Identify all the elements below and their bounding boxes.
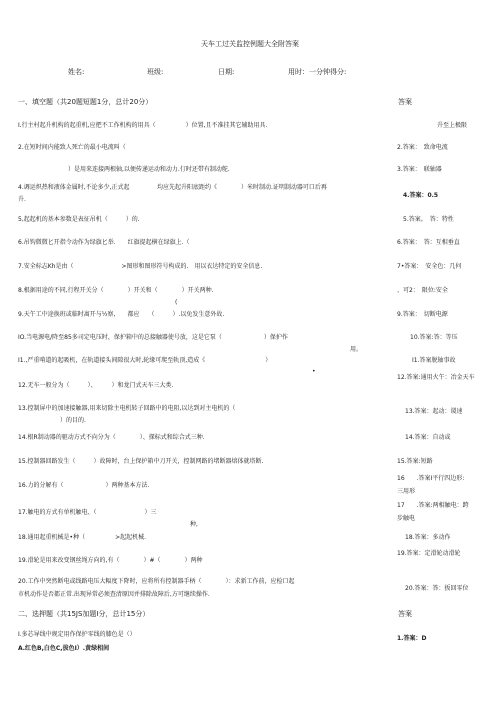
question-12: 12.无车一般分为（ ）、 ）和龙门式天车三大类.	[18, 382, 174, 389]
answer-10: 10.答案:答：等压	[410, 334, 458, 341]
answer-16: 16 .答案I平行四边形:	[397, 475, 465, 482]
time-score-label: 用时：一分钟得分:	[288, 68, 347, 76]
question-20-line2: 市机动作是否都正常.出现异常必须查清原因并排除故障后,方可继续操作.	[18, 591, 210, 598]
answer-20: 20.答案：答：扳回零位	[405, 585, 469, 592]
answer-17-cont: 步触电	[397, 515, 416, 522]
question-10: IO.当电源电/降至85多司定电压时，保护箱中的总接触器使号放，这是它泵（ ）保护作	[18, 334, 288, 341]
question-4-part3: 升.	[18, 196, 26, 203]
answer-11: I1.答案脱轴事故	[412, 357, 456, 364]
question-13: 13.控制屏中的加速接触器,用来切除主电机转子回路中的电阻,以达到对主电机的（	[18, 405, 236, 412]
question-5: 5,起起机的基本参数是表征吊机（ ）的.	[18, 216, 140, 223]
answer-17: 17 .答案:两相触电：跨	[397, 502, 469, 509]
answer-19: 19.答案：定滑轮动滑轮	[397, 550, 461, 557]
name-field-label: 姓名:	[68, 68, 85, 76]
question-3: ）是用来连接两根轴,以便传递运动和动力.仃时还带有制动舵.	[68, 166, 230, 173]
class-field-label: 班级:	[147, 68, 164, 76]
question-11-mark: •	[312, 368, 316, 375]
answer-16-cont: 三用形	[397, 488, 416, 495]
answer-4: 4.答案：0.5	[403, 192, 439, 199]
date-field-label: 日期:	[218, 68, 235, 76]
mc-answer-1: 1.答案：D	[397, 635, 427, 642]
question-20-line1: 20.工作中突然断电或线路电压大幅度下降时，应将所有控制器手柄（ ）：求新工作前，应检口起	[18, 578, 295, 585]
answer-9: 9.答案： 切断电源	[397, 311, 448, 318]
answer-8: 、可2： 限位:安全	[397, 287, 448, 294]
question-4-part1: 4.调运炽热和液体金属时,不论多少,正式起	[18, 184, 130, 191]
question-18: 18.通用起重机械是•种（ >起起机械.	[18, 534, 147, 541]
question-10-cont: 用。	[350, 346, 363, 353]
answer-18: 18.答案：多动作	[405, 534, 451, 541]
section1-heading: 一、填空题（共20题短题1分，总计20分）	[18, 98, 153, 106]
answer-1: 升至上极限	[437, 122, 468, 129]
question-15: 15.控制器回路发生（ ）故障时，台上保护箱中刀开关，控制网路的堵断器熔体就塔断.	[18, 458, 264, 465]
answer-15: 15.答案:短路	[397, 458, 433, 465]
mc-question-1-options: A.红色B,白色C,拔色I）.黄绿相间	[18, 645, 110, 652]
answer-13: 13.答案：起动：谡速	[405, 408, 463, 415]
question-1: I.行主村起升机构的起重机,应把不工作机构的用具（ ）位置,且不准挂其它辅助用具.	[18, 122, 268, 129]
question-19: 19.滑轮是用来改变钢丝绳方向的,有（ ）#（ ）两种	[18, 557, 203, 564]
question-16: 16.力的分解有（ ）两种基本方法.	[18, 482, 150, 489]
answer-6: 6.答案： 答：互相垂直	[397, 239, 460, 246]
answer-12: 12.答案:通用火午：冶金天车	[397, 374, 475, 381]
mc-question-1: I.多芯导线中规定用作保护零线的膝色是（）	[18, 631, 136, 638]
section2-answer-heading: 答案	[398, 610, 412, 618]
question-8: 8.根据用途的不同,行程开关分（ ）开关和（ ）开关两种.	[18, 287, 214, 294]
question-6: 6.吊钩微微匕开指令动作为绿旗匕举. 红旗提起横在绿旗上.（	[18, 239, 190, 246]
answer-3: 3.答案： 联轴器	[397, 166, 442, 173]
answer-7: 7•答案： 安全色：几何	[397, 263, 462, 270]
question-9-bracket: (	[175, 299, 178, 306]
question-17-cont: 种,	[190, 521, 198, 528]
question-11: I1.,严重啃道的起吸机，在轨道接头间隙很大时,轮缘可爬至轨顶,造成《 ）	[18, 357, 272, 364]
question-14: 14.根R制动器的驱动方式不向分为（ ）、探标式和综合式三种.	[18, 434, 205, 441]
question-9: 9.天午工中途换班或临时离开与½察, 都应 （ ）.以免发生意外故.	[18, 311, 225, 318]
answer-2: 2.答案： 致命电流	[397, 144, 448, 151]
question-13-cont: ）的目的.	[60, 417, 86, 424]
page-title: 天车工过关监控例题大全附答案	[201, 40, 299, 48]
question-2: 2.在短时间内能致人死亡的最小电流叫（	[18, 144, 126, 151]
question-7: 7.安全标志Kh是由（ >图形和图形符号构成的. 用以衣达特定的安全信息.	[18, 263, 263, 270]
section2-heading: 二、选押题（共15JS加题I分，总计15分）	[18, 610, 150, 618]
answer-5: 5.答案。 答：特性	[403, 216, 454, 223]
answer-14: 14.答案：自动或	[405, 434, 451, 441]
question-4-part2: 均应先起升阳底距约《 ）米时制动.证明制动器可口后再	[157, 184, 327, 191]
section1-answer-heading: 答案	[398, 98, 412, 106]
question-17: 17.触电的方式有单机触电、（ ）三	[18, 509, 157, 516]
